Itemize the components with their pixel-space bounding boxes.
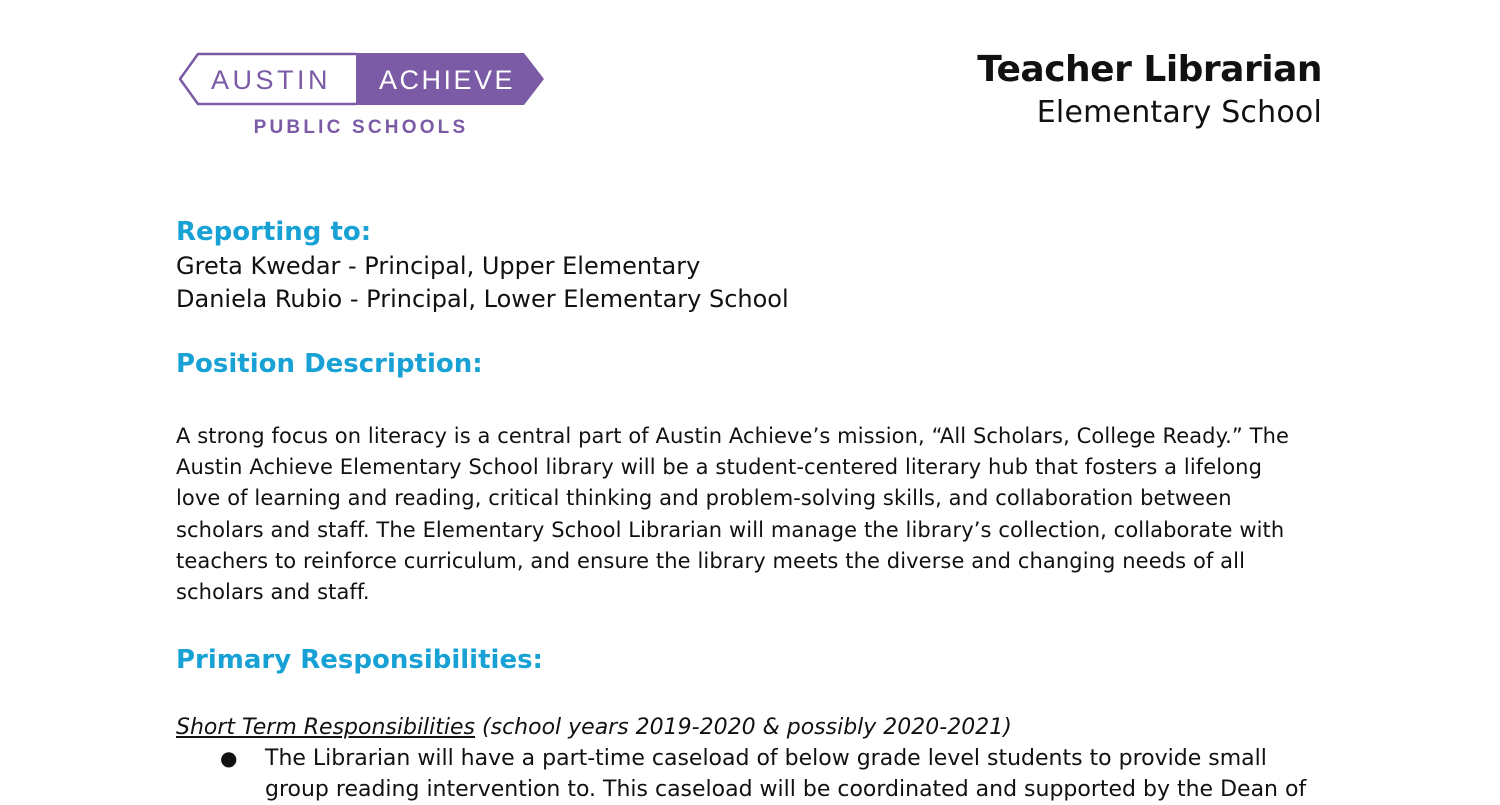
paragraph-line: A strong focus on literacy is a central part of Austin Achieve’s mission, “All Scholars, College Ready.” The <box>176 424 1290 448</box>
list-item-line: group reading intervention to. This caseload will be coordinated and supported by the Dean of <box>265 777 1307 803</box>
document-content <box>176 214 1336 805</box>
short-term-subheading <box>176 712 1336 743</box>
list-item <box>176 743 1336 805</box>
logo-word-austin: AUSTIN <box>210 65 332 95</box>
paragraph-line: teachers to reinforce curriculum, and ensure the library meets the diverse and changing needs of all <box>176 548 1246 573</box>
paragraph-line: Austin Achieve Elementary School library will be a student-centered literary hub that fosters a lifelong <box>176 455 1263 480</box>
reporting-line: Daniela Rubio - Principal, Lower Elementary School <box>176 285 789 313</box>
paragraph-line: scholars and staff. <box>176 580 370 605</box>
list-item-line: The Librarian will have a part-time caseload of below grade level students to provide small <box>265 746 1267 772</box>
logo-tagline: PUBLIC SCHOOLS <box>253 117 469 138</box>
job-title: Teacher Librarian <box>977 49 1322 90</box>
short-term-note: (school years 2019-2020 & possibly 2020-2021) <box>475 715 1012 741</box>
paragraph-line: love of learning and reading, critical thinking and problem-solving skills, and collaboration between <box>176 486 1232 511</box>
job-subtitle: Elementary School <box>1036 95 1322 130</box>
austin-achieve-logo <box>178 52 546 140</box>
responsibilities-list <box>176 743 1336 805</box>
primary-responsibilities-heading: Primary Responsibilities: <box>176 645 543 676</box>
short-term-label: Short Term Responsibilities <box>176 715 476 741</box>
title-block <box>977 48 1322 134</box>
reporting-heading: Reporting to: <box>176 217 372 247</box>
paragraph-line: scholars and staff. The Elementary School Librarian will manage the library’s collection, collaborate with <box>176 517 1285 542</box>
logo-word-achieve: ACHIEVE <box>378 65 516 95</box>
position-description-paragraph <box>176 421 1336 608</box>
position-description-heading: Position Description: <box>176 349 483 379</box>
reporting-line: Greta Kwedar - Principal, Upper Elementary <box>176 252 701 280</box>
bullet-icon: ● <box>220 746 238 771</box>
